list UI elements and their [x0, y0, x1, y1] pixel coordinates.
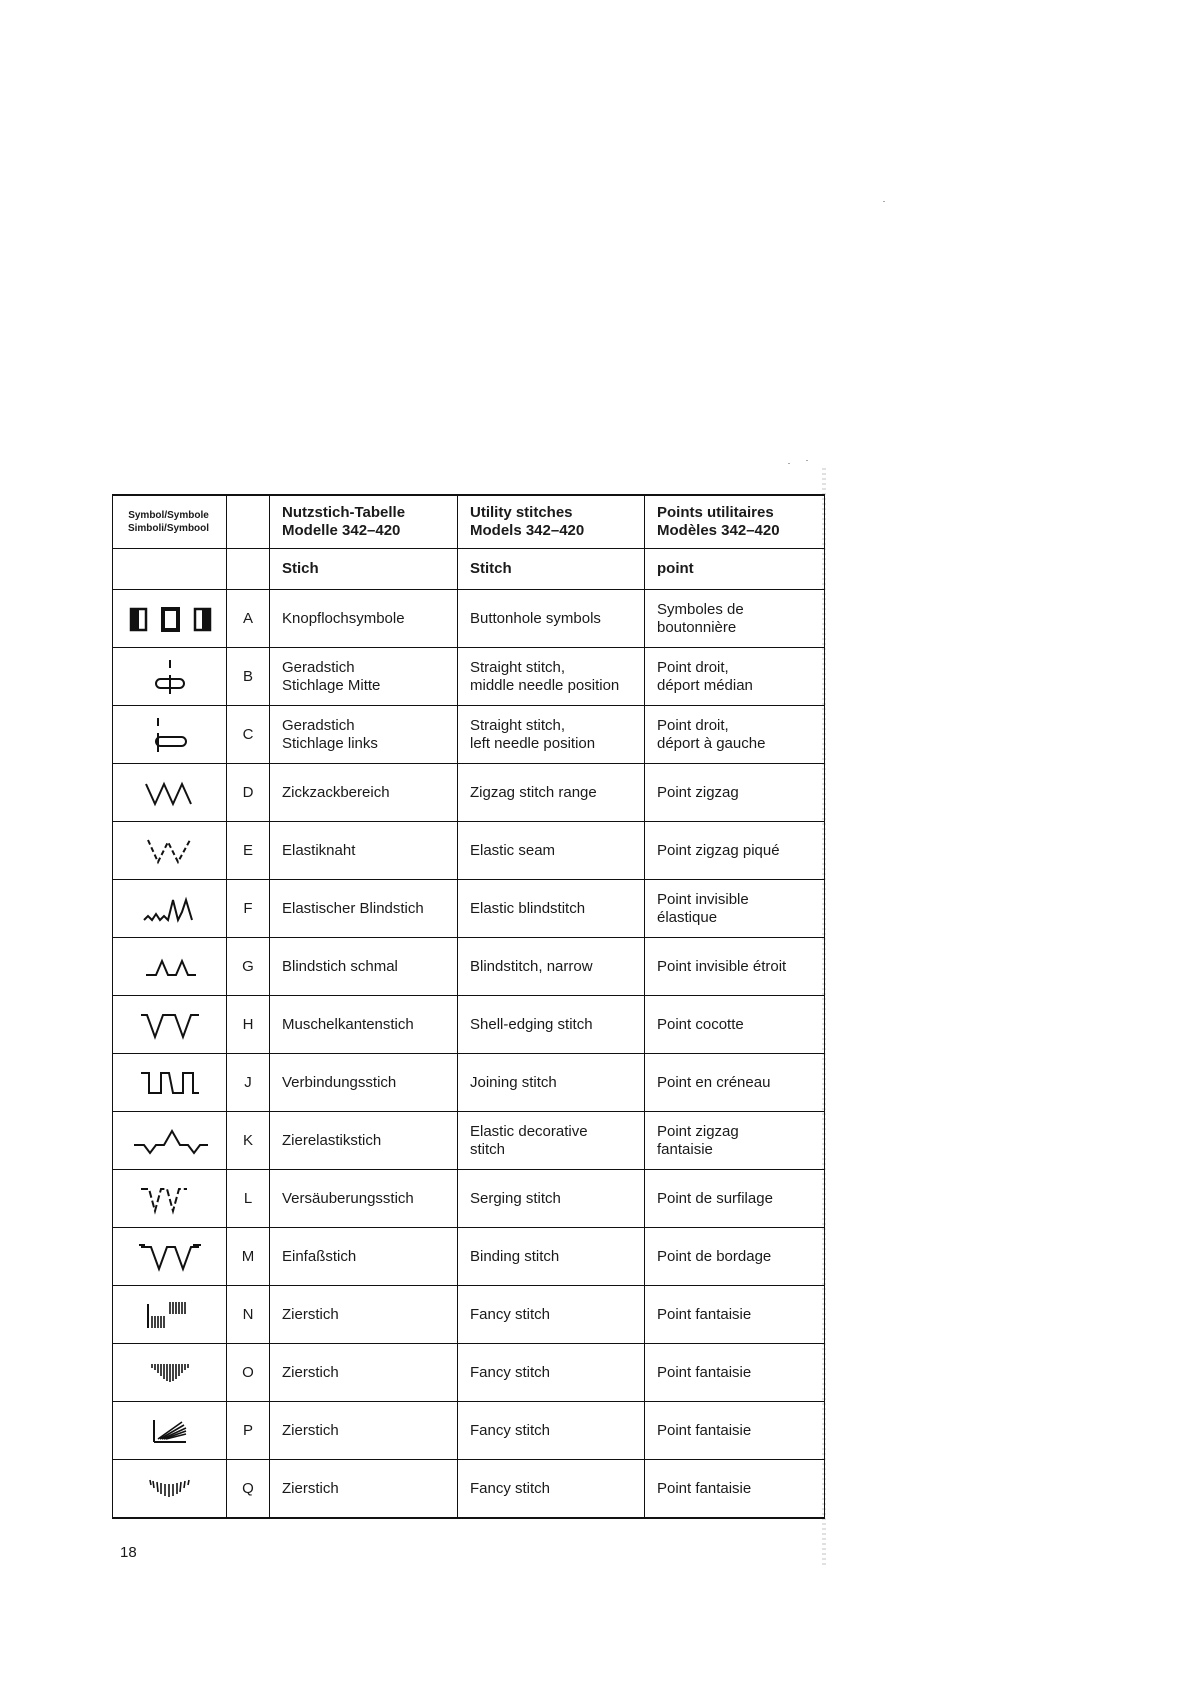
stitch-name-english: Fancy stitch: [458, 1402, 645, 1460]
stitch-name-german: Zierelastikstich: [270, 1112, 458, 1170]
stitch-symbol-cell: [113, 590, 227, 648]
stitch-name-french: Point zigzag piqué: [645, 822, 825, 880]
table-row: [113, 1170, 825, 1228]
table-row: [113, 938, 825, 996]
stitch-name-german: Zierstich: [270, 1286, 458, 1344]
stitch-name-german: Elastischer Blindstich: [270, 880, 458, 938]
stitch-name-french: Point de surfilage: [645, 1170, 825, 1228]
scan-speck: [788, 463, 790, 464]
stitch-letter: L: [227, 1170, 270, 1228]
buttonhole-symbols-icon: [125, 604, 214, 634]
stitch-name-french: Point droit, déport médian: [645, 648, 825, 706]
table-row: [113, 1054, 825, 1112]
stitch-name-french: Point fantaisie: [645, 1402, 825, 1460]
zigzag-icon: [125, 778, 214, 808]
french-column-header: Points utilitaires Modèles 342–420: [645, 495, 825, 549]
stitch-symbol-cell: [113, 1344, 227, 1402]
stitch-name-french: Point droit, déport à gauche: [645, 706, 825, 764]
table-row: [113, 1112, 825, 1170]
stitch-name-french: Point en créneau: [645, 1054, 825, 1112]
letter-subheader: [227, 549, 270, 590]
fancy-stitch-p-icon: [125, 1414, 214, 1448]
stitch-letter: H: [227, 996, 270, 1054]
scan-speck: [806, 460, 808, 461]
stitch-name-english: Elastic decorative stitch: [458, 1112, 645, 1170]
stitch-letter: B: [227, 648, 270, 706]
stitch-symbol-cell: [113, 996, 227, 1054]
stitch-symbol-cell: [113, 1286, 227, 1344]
stitch-name-english: Straight stitch, left needle position: [458, 706, 645, 764]
stitch-name-french: Point zigzag fantaisie: [645, 1112, 825, 1170]
table-row: [113, 996, 825, 1054]
stitch-letter: F: [227, 880, 270, 938]
stitch-name-french: Point invisible élastique: [645, 880, 825, 938]
stitch-letter: N: [227, 1286, 270, 1344]
fancy-stitch-q-icon: [125, 1474, 214, 1504]
stitch-name-german: Geradstich Stichlage links: [270, 706, 458, 764]
stitch-letter: C: [227, 706, 270, 764]
stitch-letter: Q: [227, 1460, 270, 1519]
stitch-letter: O: [227, 1344, 270, 1402]
stitch-name-french: Point cocotte: [645, 996, 825, 1054]
table-row: [113, 822, 825, 880]
scan-speck: [883, 201, 885, 202]
stitch-name-english: Blindstitch, narrow: [458, 938, 645, 996]
stitch-symbol-cell: [113, 1054, 227, 1112]
german-subheader: Stich: [270, 549, 458, 590]
stitch-name-english: Binding stitch: [458, 1228, 645, 1286]
stitch-name-german: Zierstich: [270, 1460, 458, 1519]
stitch-letter: M: [227, 1228, 270, 1286]
table-row: [113, 764, 825, 822]
utility-stitch-table: [112, 494, 825, 1519]
serging-stitch-icon: [125, 1183, 214, 1215]
table-row: [113, 1228, 825, 1286]
straight-stitch-middle-icon: [125, 657, 214, 697]
stitch-name-french: Symboles de boutonnière: [645, 590, 825, 648]
table-row: [113, 590, 825, 648]
table-subheader-row: [113, 549, 825, 590]
stitch-letter: D: [227, 764, 270, 822]
stitch-name-english: Elastic seam: [458, 822, 645, 880]
table-row: [113, 1344, 825, 1402]
stitch-name-german: Muschelkantenstich: [270, 996, 458, 1054]
french-subheader: point: [645, 549, 825, 590]
stitch-name-french: Point invisible étroit: [645, 938, 825, 996]
stitch-name-english: Shell-edging stitch: [458, 996, 645, 1054]
stitch-name-german: Knopflochsymbole: [270, 590, 458, 648]
stitch-symbol-cell: [113, 1402, 227, 1460]
stitch-name-french: Point fantaisie: [645, 1460, 825, 1519]
symbol-subheader: [113, 549, 227, 590]
stitch-name-german: Zierstich: [270, 1344, 458, 1402]
stitch-name-english: Serging stitch: [458, 1170, 645, 1228]
fancy-stitch-n-icon: [125, 1298, 214, 1332]
table-row: [113, 1286, 825, 1344]
joining-stitch-icon: [125, 1067, 214, 1099]
english-column-header: Utility stitches Models 342–420: [458, 495, 645, 549]
stitch-name-german: Zierstich: [270, 1402, 458, 1460]
english-subheader: Stitch: [458, 549, 645, 590]
stitch-name-german: Elastiknaht: [270, 822, 458, 880]
stitch-name-german: Verbindungsstich: [270, 1054, 458, 1112]
stitch-name-english: Joining stitch: [458, 1054, 645, 1112]
table-row: [113, 880, 825, 938]
stitch-letter: J: [227, 1054, 270, 1112]
symbol-column-header: Symbol/Symbole Simboli/Symbool: [113, 495, 227, 549]
blindstitch-narrow-icon: [125, 955, 214, 979]
table-row: [113, 648, 825, 706]
stitch-name-french: Point zigzag: [645, 764, 825, 822]
stitch-symbol-cell: [113, 1460, 227, 1519]
stitch-name-english: Straight stitch, middle needle position: [458, 648, 645, 706]
stitch-symbol-cell: [113, 1112, 227, 1170]
stitch-symbol-cell: [113, 706, 227, 764]
table-header-row: [113, 495, 825, 549]
stitch-symbol-cell: [113, 1170, 227, 1228]
stitch-name-german: Blindstich schmal: [270, 938, 458, 996]
stitch-symbol-cell: [113, 938, 227, 996]
german-column-header: Nutzstich-Tabelle Modelle 342–420: [270, 495, 458, 549]
stitch-symbol-cell: [113, 880, 227, 938]
stitch-symbol-cell: [113, 648, 227, 706]
stitch-letter: P: [227, 1402, 270, 1460]
letter-column-header: [227, 495, 270, 549]
page-number: 18: [120, 1544, 137, 1561]
stitch-letter: K: [227, 1112, 270, 1170]
stitch-name-german: Versäuberungsstich: [270, 1170, 458, 1228]
stitch-name-english: Fancy stitch: [458, 1344, 645, 1402]
fancy-stitch-o-icon: [125, 1358, 214, 1388]
stitch-name-english: Fancy stitch: [458, 1286, 645, 1344]
table-row: [113, 1460, 825, 1519]
stitch-name-german: Einfaßstich: [270, 1228, 458, 1286]
stitch-symbol-cell: [113, 764, 227, 822]
stitch-letter: A: [227, 590, 270, 648]
elastic-decorative-icon: [125, 1125, 214, 1157]
stitch-name-german: Zickzackbereich: [270, 764, 458, 822]
table-row: [113, 706, 825, 764]
stitch-name-english: Fancy stitch: [458, 1460, 645, 1519]
elastic-blindstitch-icon: [125, 892, 214, 926]
stitch-name-german: Geradstich Stichlage Mitte: [270, 648, 458, 706]
stitch-symbol-cell: [113, 822, 227, 880]
stitch-name-french: Point fantaisie: [645, 1286, 825, 1344]
table-row: [113, 1402, 825, 1460]
stitch-name-english: Zigzag stitch range: [458, 764, 645, 822]
binding-stitch-icon: [125, 1241, 214, 1273]
straight-stitch-left-icon: [125, 715, 214, 755]
elastic-seam-icon: [125, 834, 214, 868]
stitch-name-french: Point fantaisie: [645, 1344, 825, 1402]
stitch-name-french: Point de bordage: [645, 1228, 825, 1286]
stitch-name-english: Elastic blindstitch: [458, 880, 645, 938]
stitch-name-english: Buttonhole symbols: [458, 590, 645, 648]
shell-edging-icon: [125, 1009, 214, 1041]
stitch-symbol-cell: [113, 1228, 227, 1286]
stitch-letter: E: [227, 822, 270, 880]
stitch-letter: G: [227, 938, 270, 996]
